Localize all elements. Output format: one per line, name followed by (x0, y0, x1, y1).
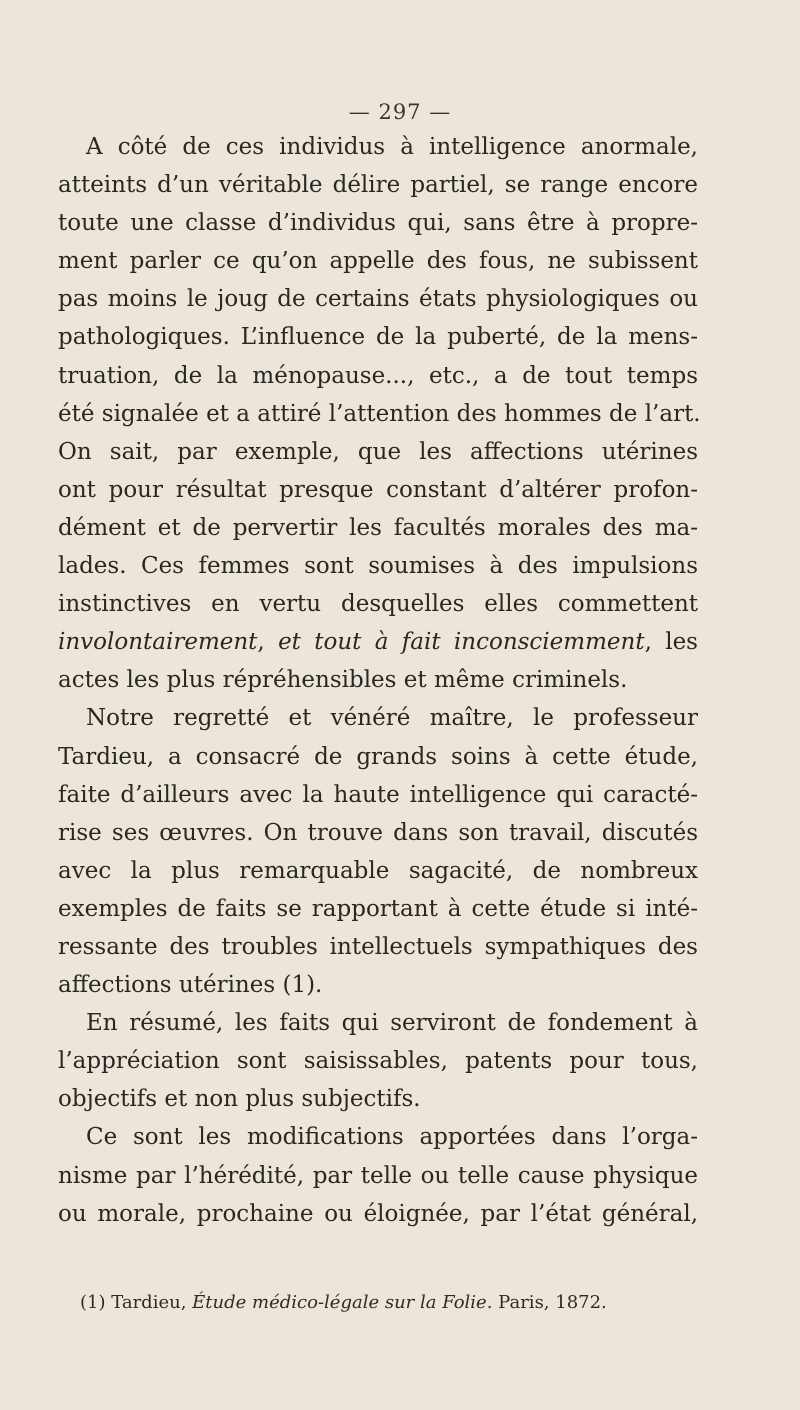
text-line: pas moins le joug de certains états physiologiques ou (58, 286, 698, 313)
text-line: dément et de pervertir les facultés morales des ma- (58, 514, 698, 541)
italic-phrase: involontairement (58, 629, 258, 656)
text-line: l’appréciation sont saisissables, patents pour tous, (58, 1048, 698, 1075)
text-fragment: , (257, 629, 279, 656)
footnote-title: Étude médico-légale sur la Folie. (192, 1292, 493, 1313)
text-line: rise ses œuvres. On trouve dans son travail, discutés (58, 819, 698, 846)
page-number: — 297 — (348, 100, 452, 124)
text-line: actes les plus répréhensibles et même criminels. (58, 667, 628, 694)
text-line: On sait, par exemple, que les affections utérines (58, 438, 698, 465)
text-line: ment parler ce qu’on appelle des fous, ne subissent (58, 248, 698, 275)
text-line-mixed (58, 623, 698, 661)
text-line: A côté de ces individus à intelligence anormale, (86, 134, 698, 160)
text-fragment: , les (644, 629, 698, 656)
text-line: affections utérines (1). (58, 972, 323, 999)
footnote (80, 1292, 607, 1313)
text-line: été signalée et a attiré l’attention des hommes de l’art. (58, 400, 701, 427)
text-line: Notre regretté et vénéré maître, le professeur (86, 705, 698, 732)
body-text (58, 128, 701, 1233)
text-line: objectifs et non plus subjectifs. (58, 1086, 421, 1113)
footnote-place-date: Paris, 1872. (498, 1292, 607, 1313)
text-line: instinctives en vertu desquelles elles commettent (58, 591, 698, 618)
text-line: Tardieu, a consacré de grands soins à cette étude, (58, 743, 698, 770)
footnote-author: Tardieu, (111, 1292, 187, 1313)
italic-phrase: et tout à fait inconsciemment (278, 629, 645, 656)
text-line: ou morale, prochaine ou éloignée, par l’état général, (58, 1200, 698, 1227)
text-line: Ce sont les modifications apportées dans l’orga- (86, 1124, 698, 1151)
text-line: En résumé, les faits qui serviront de fondement à (86, 1010, 698, 1037)
text-line: faite d’ailleurs avec la haute intelligence qui caracté- (58, 781, 698, 808)
text-line: lades. Ces femmes sont soumises à des impulsions (58, 553, 698, 580)
text-line: ont pour résultat presque constant d’altérer profon- (58, 476, 698, 503)
text-line: pathologiques. L’influence de la puberté, de la mens- (58, 324, 698, 351)
text-line: toute une classe d’individus qui, sans être à propre- (58, 210, 698, 237)
text-line: atteints d’un véritable délire partiel, se range encore (58, 172, 698, 199)
text-line: nisme par l’hérédité, par telle ou telle cause physique (58, 1162, 698, 1189)
text-line: truation, de la ménopause..., etc., a de tout temps (58, 362, 698, 389)
text-line: ressante des troubles intellectuels sympathiques des (58, 933, 698, 960)
text-line: avec la plus remarquable sagacité, de nombreux (58, 857, 698, 884)
footnote-marker: (1) (80, 1292, 106, 1313)
text-line: exemples de faits se rapportant à cette étude si inté- (58, 895, 698, 922)
